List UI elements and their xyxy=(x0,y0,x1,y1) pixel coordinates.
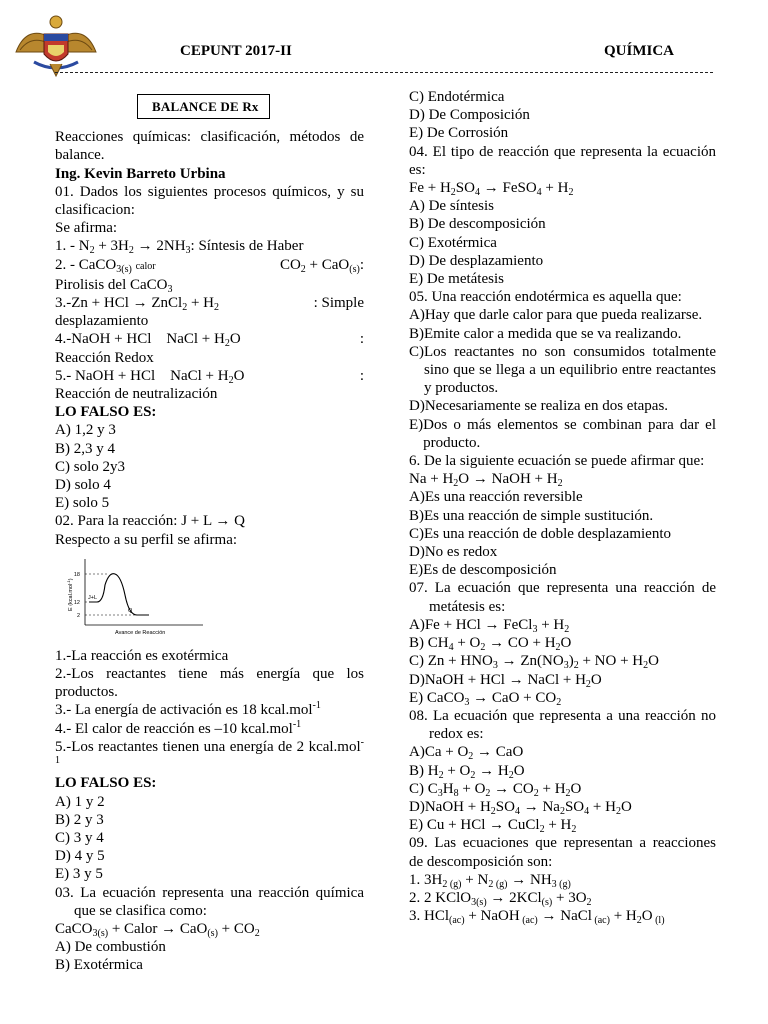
q6-option-a[interactable]: A) Es una reacción reversible xyxy=(409,489,583,506)
section-title-box: BALANCE DE Rx xyxy=(137,94,270,119)
q4-option-d[interactable]: D) De desplazamiento xyxy=(409,252,544,269)
q1-statement-5-type: Reacción de neutralización xyxy=(55,386,218,403)
q7-option-b[interactable]: B) $CH_4 + O_2$ → CO + $H_2O$ xyxy=(409,635,572,654)
q3-option-e[interactable]: E) De Corrosión xyxy=(409,125,509,142)
q7-option-a[interactable]: A)Fe + HCl → FeCl$_3$ + $H_2$ xyxy=(409,616,570,635)
q4-option-a[interactable]: A) De síntesis xyxy=(409,198,494,215)
q7-stem: 07. La ecuación que representa una reacción de metátesis es: xyxy=(409,580,716,615)
left-column xyxy=(55,88,364,975)
q4-stem: 04. El tipo de reacción que representa la ecuación es: xyxy=(409,143,716,178)
q3-stem: 03. La ecuación representa una reacción química que se clasifica como: xyxy=(55,884,364,919)
q3-option-a[interactable]: A) De combustión xyxy=(55,939,166,956)
q3-option-c[interactable]: C) Endotérmica xyxy=(409,89,505,105)
q3-option-d[interactable]: D) De Composición xyxy=(409,107,530,124)
q1-statement-3: 3.-Zn + HCl → ZnCl$_2$ + $H_2$ : Simple xyxy=(55,295,364,314)
q1-statement-3-type: desplazamiento xyxy=(55,313,149,330)
q4-option-c[interactable]: C) Exotérmica xyxy=(409,234,497,251)
q9-equation-3: 3. HCl$_{(ac)}$ + NaOH $_{(ac)}$ → NaCl $_{(ac)} + H_2O$ $_{(l)}$ xyxy=(409,908,665,927)
profile-curve xyxy=(89,574,149,615)
q4-option-b[interactable]: B) De descomposición xyxy=(409,216,546,233)
q7-option-c[interactable]: C) $Zn + HNO_3 \to Zn(NO_3)_2$ + NO + $H_2O$ xyxy=(409,653,659,672)
q2-option-b[interactable]: B) 2 y 3 xyxy=(55,811,104,828)
q1-statement-2-type: Pirolisis del CaCO$_3$ xyxy=(55,276,173,295)
q6-stem: 6. De la siguiente ecuación se puede afirmar que: xyxy=(409,453,705,470)
q1-option-c[interactable]: C) solo 2y3 xyxy=(55,458,126,475)
q1-option-e[interactable]: E) solo 5 xyxy=(55,495,110,512)
energy-profile-diagram xyxy=(65,555,205,645)
q9-equation-1: 1. $3H_{2 (g)} + N_{2 (g)} \to NH_{3 (g)}$ xyxy=(409,871,571,890)
q1-option-a[interactable]: A) 1,2 y 3 xyxy=(55,422,116,439)
q2-option-a[interactable]: A) 1 y 2 xyxy=(55,793,105,810)
right-column xyxy=(409,88,716,925)
header-divider xyxy=(55,72,713,73)
q1-se-afirma: Se afirma: xyxy=(55,220,118,237)
university-eagle-logo xyxy=(14,12,98,78)
label-product: Q xyxy=(128,607,133,614)
q9-stem: 09. Las ecuaciones que representan a reacciones de descomposición son: xyxy=(409,835,716,870)
tick-2: 2 xyxy=(76,612,80,619)
q1-statement-1: 1. - $N_2 + 3H_2 \to 2NH_3$: Síntesis de Haber xyxy=(55,238,304,257)
q1-statement-5: 5.- NaOH + HCl NaCl + $H_2O$ : xyxy=(55,367,364,386)
q4-option-e[interactable]: E) De metátesis xyxy=(409,271,504,288)
q1-option-d[interactable]: D) solo 4 xyxy=(55,477,111,494)
header-subject: QUÍMICA xyxy=(604,43,674,59)
intro-text: Reacciones químicas: clasificación, métodos de balance. xyxy=(55,129,364,164)
q2-option-c[interactable]: C) 3 y 4 xyxy=(55,829,104,846)
q8-stem: 08. La ecuación que representa a una reacción no redox es: xyxy=(409,707,716,743)
q2-stem-2: Respecto a su perfil se afirma: xyxy=(55,531,238,548)
q1-falso-heading: LO FALSO ES: xyxy=(55,404,157,421)
profile-x-label: Avance de Reacción xyxy=(115,629,166,636)
q6-option-c[interactable]: C) Es una reacción de doble desplazamiento xyxy=(409,525,671,542)
q8-option-d[interactable]: D)NaOH + $H_2SO_4 \to Na_2SO_4 + H_2O$ xyxy=(409,798,632,817)
q3-equation: CaCO$_{3(s)}$ + Calor → $CaO_{(s)} + CO_2$ xyxy=(55,920,260,939)
q2-statement-1: 1.-La reacción es exotérmica xyxy=(55,647,229,664)
q2-stem: 02. Para la reacción: J + L → Q xyxy=(55,513,245,530)
q2-option-d[interactable]: D) 4 y 5 xyxy=(55,848,105,865)
q5-stem: 05. Una reacción endotérmica es aquella que: xyxy=(409,289,682,306)
q5-option-d[interactable]: D) Necesariamente se realiza en dos etapas. xyxy=(409,398,669,415)
q1-statement-2: 2. - CaCO$_{3(s)}$ calor $CO_2 + CaO_{(s)}$: xyxy=(55,256,364,275)
profile-y-label: E (kcal.mol$^{-1}$) xyxy=(66,578,74,611)
q1-option-b[interactable]: B) 2,3 y 4 xyxy=(55,440,115,457)
q9-equation-2: 2. 2 KClO$_{3(s)}$ → $2KCl_{(s)} + 3O_2$ xyxy=(409,889,592,908)
q2-statement-5: 5.-Los reactantes tienen una energía de 2 kcal.mol$^{-1}$ xyxy=(55,736,364,767)
q5-option-b[interactable]: B) Emite calor a medida que se va realizando. xyxy=(409,325,682,342)
q6-option-e[interactable]: E) Es de descomposición xyxy=(409,562,557,579)
q1-statement-4-type: Reacción Redox xyxy=(55,349,154,366)
q1-stem: 01. Dados los siguientes procesos químicos, y su clasificacion: xyxy=(55,183,364,219)
q6-equation: $Na + H_2O$ → NaOH + $H_2$ xyxy=(409,471,563,490)
q2-statement-4: 4.- El calor de reacción es –10 kcal.mol$^{-1}$ xyxy=(55,718,302,737)
header-course: CEPUNT 2017-II xyxy=(180,43,292,59)
q2-statement-2: 2.-Los reactantes tiene más energía que los productos. xyxy=(55,666,364,701)
tick-12: 12 xyxy=(73,599,80,606)
q2-statement-3: 3.- La energía de activación es 18 kcal.mol$^{-1}$ xyxy=(55,700,321,719)
q4-equation: $Fe + H_2SO_4$ → FeSO$_4$ + $H_2$ xyxy=(409,180,574,199)
q5-option-a[interactable]: A) Hay que darle calor para que pueda realizarse. xyxy=(409,307,703,324)
q8-option-c[interactable]: C) $C_3H_8 + O_2 \to CO_2 + H_2O$ xyxy=(409,780,582,799)
label-reactants: J+L xyxy=(88,594,98,601)
q1-statement-4: 4.-NaOH + HCl NaCl + $H_2O$ : xyxy=(55,331,364,350)
q2-option-e[interactable]: E) 3 y 5 xyxy=(55,866,103,883)
q5-option-c[interactable]: C) Los reactantes no son consumidos totalmente sino que se llega a un equilibrio entre reactantes y productos. xyxy=(409,343,716,397)
q7-option-e[interactable]: E) CaCO$_3$ → CaO + $CO_2$ xyxy=(409,689,562,708)
heat-arrow-label: calor xyxy=(135,260,156,272)
tick-18: 18 xyxy=(73,571,80,578)
q8-option-b[interactable]: B) $H_2 + O_2 \to H_2O$ xyxy=(409,762,525,781)
q8-option-a[interactable]: $A)Ca + O_2$ → CaO xyxy=(409,744,524,763)
q6-option-b[interactable]: B) Es una reacción de simple sustitución. xyxy=(409,507,654,524)
q6-option-d[interactable]: D) No es redox xyxy=(409,544,498,561)
q5-option-e[interactable]: E) Dos o más elementos se combinan para dar el producto. xyxy=(409,416,716,451)
author: Ing. Kevin Barreto Urbina xyxy=(55,165,226,182)
q7-option-d[interactable]: D)NaOH + HCl → NaCl + $H_2O$ xyxy=(409,671,602,690)
q3-option-b[interactable]: B) Exotérmica xyxy=(55,957,143,974)
q8-option-e[interactable]: E) Cu + HCl → CuCl$_2$ + $H_2$ xyxy=(409,817,577,836)
q2-falso-heading: LO FALSO ES: xyxy=(55,775,157,792)
